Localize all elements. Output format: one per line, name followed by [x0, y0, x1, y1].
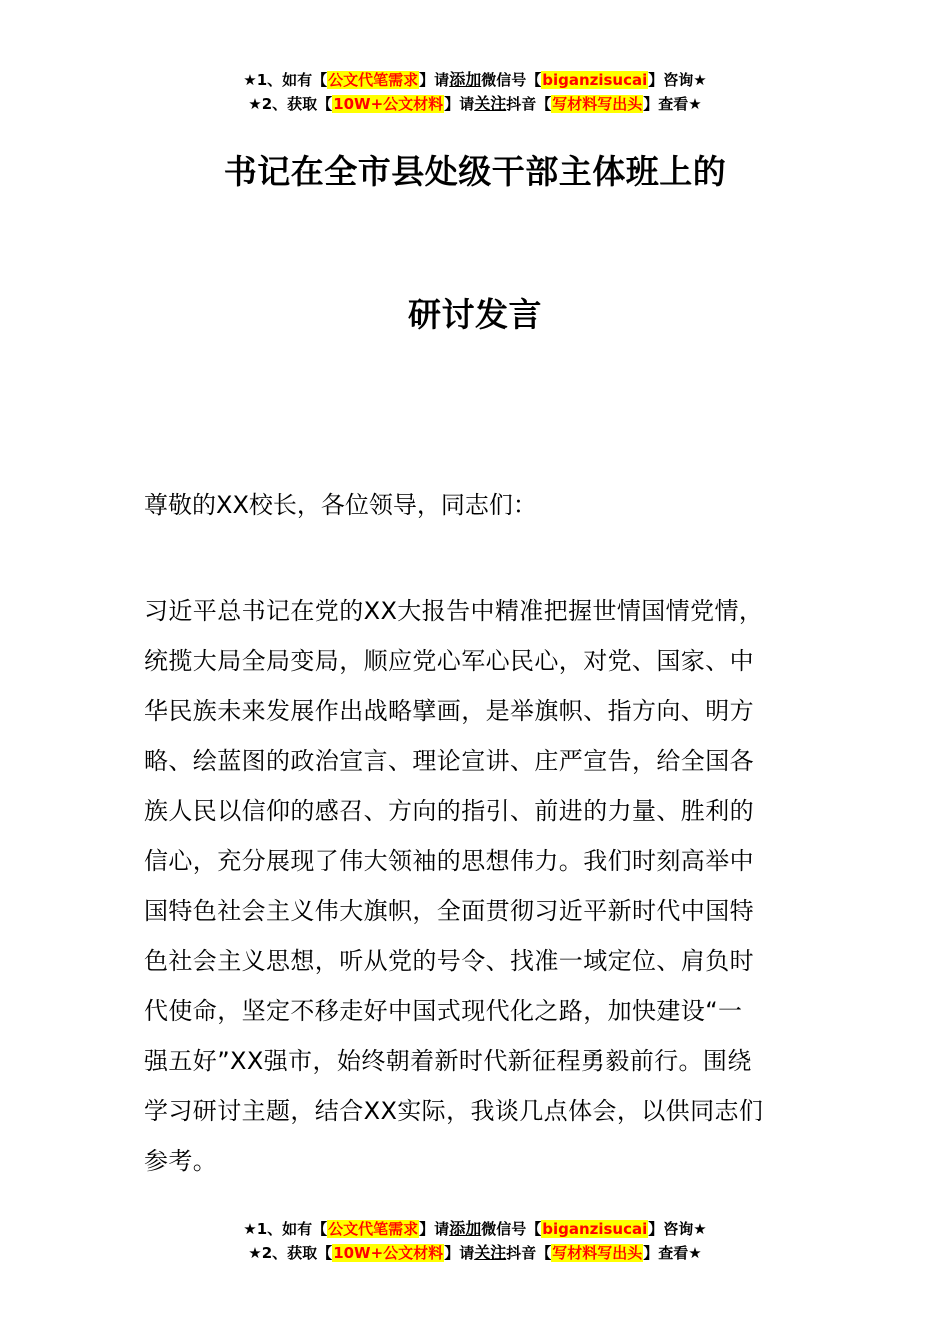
- promo-line-2: ★2、获取【10W+公文材料】请关注抖音【写材料写出头】查看★: [248, 1243, 702, 1262]
- highlight-service: 公文代笔需求: [328, 1220, 419, 1238]
- paragraph-line: 学习研讨主题，结合XX实际，我谈几点体会，以供同志们: [144, 1097, 764, 1125]
- highlight-wechat-id: biganzisucai: [542, 71, 648, 89]
- document-title-line-1: 书记在全市县处级干部主体班上的: [223, 152, 727, 191]
- highlight-douyin-account: 写材料写出头: [552, 1244, 643, 1262]
- body-paragraph: [144, 586, 808, 1186]
- paragraph-line: 族人民以信仰的感召、方向的指引、前进的力量、胜利的: [144, 797, 754, 825]
- paragraph-line: 代使命，坚定不移走好中国式现代化之路，加快建设“一: [144, 997, 743, 1025]
- emphasis-add: 添加: [449, 70, 482, 89]
- paragraph-line: 国特色社会主义伟大旗帜，全面贯彻习近平新时代中国特: [144, 897, 754, 925]
- paragraph-line: 略、绘蓝图的政治宣言、理论宣讲、庄严宣告，给全国各: [144, 747, 754, 775]
- paragraph-line: 统揽大局全局变局，顺应党心军心民心，对党、国家、中: [144, 647, 754, 675]
- promo-line-1: ★1、如有【公文代笔需求】请添加微信号【biganzisucai】咨询★: [243, 1219, 707, 1238]
- paragraph-line: 参考。: [144, 1147, 218, 1175]
- highlight-douyin-account: 写材料写出头: [552, 95, 643, 113]
- paragraph-line: 习近平总书记在党的XX大报告中精准把握世情国情党情，: [144, 597, 764, 625]
- emphasis-add: 添加: [449, 1219, 482, 1238]
- promo-banner-top: [0, 68, 950, 116]
- paragraph-line: 华民族未来发展作出战略擘画，是举旗帜、指方向、明方: [144, 697, 754, 725]
- salutation: 尊敬的XX校长，各位领导，同志们：: [144, 491, 537, 519]
- promo-banner-bottom: [0, 1217, 950, 1265]
- paragraph-line: 强五好”XX强市，始终朝着新时代新征程勇毅前行。围绕: [144, 1047, 752, 1075]
- paragraph-line: 色社会主义思想，听从党的号令、找准一域定位、肩负时: [144, 947, 754, 975]
- emphasis-follow: 关注: [474, 1243, 507, 1262]
- promo-line-2: ★2、获取【10W+公文材料】请关注抖音【写材料写出头】查看★: [248, 94, 702, 113]
- document-title-line-2: 研讨发言: [408, 295, 542, 334]
- highlight-service: 公文代笔需求: [328, 71, 419, 89]
- highlight-wechat-id: biganzisucai: [542, 1220, 648, 1238]
- highlight-materials: 10W+公文材料: [333, 1244, 444, 1262]
- emphasis-follow: 关注: [474, 94, 507, 113]
- promo-line-1: ★1、如有【公文代笔需求】请添加微信号【biganzisucai】咨询★: [243, 70, 707, 89]
- paragraph-line: 信心，充分展现了伟大领袖的思想伟力。我们时刻高举中: [144, 847, 754, 875]
- highlight-materials: 10W+公文材料: [333, 95, 444, 113]
